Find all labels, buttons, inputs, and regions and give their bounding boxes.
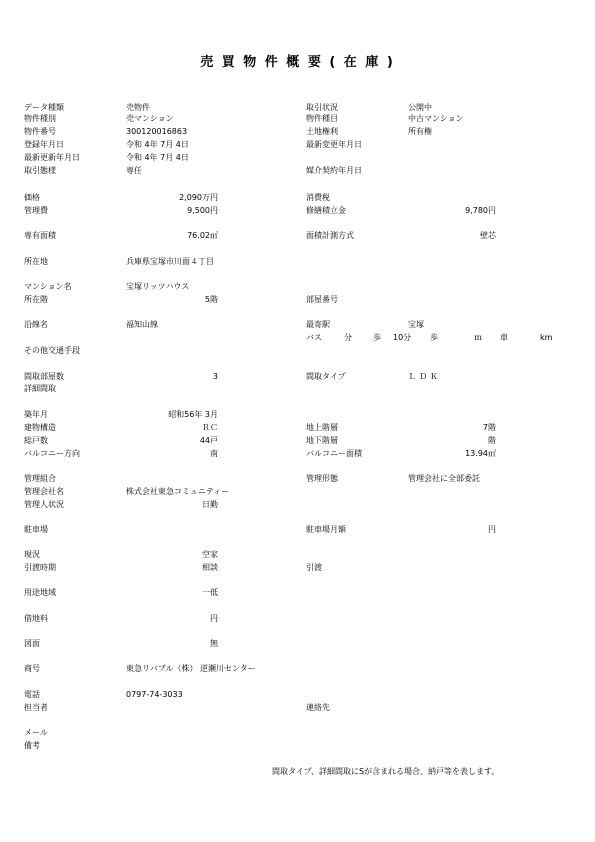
- value-floors-above: 7階: [482, 423, 496, 432]
- label-location: 所在地: [24, 257, 48, 266]
- label-email: メール: [24, 728, 48, 737]
- label-last-update: 最新更新年月日: [24, 153, 80, 162]
- value-repair-reserve: 9,780円: [465, 206, 496, 215]
- value-balcony-area: 13.94㎡: [465, 449, 496, 458]
- label-transaction-mode: 取引態様: [24, 166, 56, 175]
- label-price: 価格: [24, 193, 40, 202]
- label-transaction-status: 取引状況: [306, 103, 338, 112]
- value-management-company: 株式会社東急コミュニティー: [126, 487, 230, 496]
- value-units: 44戸: [199, 436, 218, 445]
- label-brokerage-date: 媒介契約年月日: [306, 166, 362, 175]
- label-parking-fee: 駐車場月額: [306, 525, 346, 534]
- value-company: 東急リバブル（株） 逆瀬川センター: [126, 664, 256, 673]
- value-mansion-name: 宝塚リッツハウス: [126, 282, 190, 291]
- value-location: 兵庫県宝塚市川面４丁目: [126, 257, 214, 266]
- value-zoning: 一低: [202, 588, 218, 597]
- walk-distance-unit: ｍ: [474, 333, 482, 342]
- label-contact: 連絡先: [306, 703, 330, 712]
- label-parking: 駐車場: [24, 525, 48, 534]
- label-property-type: 物件種目: [306, 114, 338, 123]
- value-property-category: 売マンション: [126, 114, 174, 123]
- value-parking-fee: 円: [488, 525, 496, 534]
- label-consumption-tax: 消費税: [306, 193, 330, 202]
- value-area-method: 壁芯: [480, 231, 496, 240]
- value-drawing: 無: [210, 639, 218, 648]
- walk-distance-label: 歩: [430, 333, 438, 342]
- label-management-association: 管理組合: [24, 474, 56, 483]
- label-exclusive-area: 専有面積: [24, 231, 56, 240]
- value-land-rights: 所有権: [408, 127, 432, 136]
- label-zoning: 用途地域: [24, 588, 56, 597]
- value-last-update: 令和 4年 7月 4日: [126, 153, 189, 162]
- label-management-company: 管理会社名: [24, 487, 64, 496]
- value-land-rent: 円: [210, 614, 218, 623]
- car-distance-unit: km: [540, 333, 553, 342]
- label-repair-reserve: 修繕積立金: [306, 206, 346, 215]
- footnote: 間取タイプ、詳細間取にSが含まれる場合、納戸等を表します。: [272, 767, 500, 776]
- label-balcony-area: バルコニー面積: [306, 449, 362, 458]
- value-nearest-station: 宝塚: [408, 320, 424, 329]
- label-units: 総戸数: [24, 436, 48, 445]
- value-status: 空家: [202, 550, 218, 559]
- bus-minutes-unit: 分: [344, 333, 352, 342]
- label-room-count: 間取部屋数: [24, 372, 64, 381]
- value-transaction-mode: 専任: [126, 166, 142, 175]
- label-handover-time: 引渡時期: [24, 563, 56, 572]
- value-floors-below: 階: [488, 436, 496, 445]
- value-manager-status: 日勤: [202, 500, 218, 509]
- label-other-transport: その他交通手段: [24, 346, 80, 355]
- label-status: 現況: [24, 550, 40, 559]
- label-contact-person: 担当者: [24, 703, 48, 712]
- value-price: 2,090万円: [179, 193, 218, 202]
- value-built: 昭和56年 3月: [168, 410, 218, 419]
- value-property-number: 300120016863: [126, 127, 188, 136]
- label-property-category: 物件種別: [24, 114, 56, 123]
- label-built: 築年月: [24, 410, 48, 419]
- value-room-count: 3: [212, 372, 218, 381]
- value-handover-time: 相談: [202, 563, 218, 572]
- value-property-type: 中古マンション: [408, 114, 464, 123]
- label-handover: 引渡: [306, 563, 322, 572]
- value-phone: 0797-74-3033: [126, 690, 183, 699]
- label-room-number: 部屋番号: [306, 295, 338, 304]
- document-title: 売 買 物 件 概 要 ( 在 庫 ): [200, 55, 395, 70]
- label-drawing: 図面: [24, 639, 40, 648]
- label-balcony-direction: バルコニー方向: [24, 449, 80, 458]
- value-management-fee: 9,500円: [187, 206, 218, 215]
- label-remarks: 備考: [24, 741, 40, 750]
- bus-label: バス: [306, 333, 322, 342]
- label-phone: 電話: [24, 690, 40, 699]
- label-area-method: 面積計測方式: [306, 231, 354, 240]
- label-mansion-name: マンション名: [24, 282, 72, 291]
- car-label: 車: [500, 333, 508, 342]
- label-registration-date: 登録年月日: [24, 140, 64, 149]
- value-data-type: 売物件: [126, 103, 150, 112]
- label-manager-status: 管理人状況: [24, 500, 64, 509]
- label-management-fee: 管理費: [24, 206, 48, 215]
- value-structure: ＲＣ: [202, 423, 218, 432]
- label-nearest-station: 最寄駅: [306, 320, 330, 329]
- value-registration-date: 令和 4年 7月 4日: [126, 140, 189, 149]
- value-transaction-status: 公開中: [408, 103, 432, 112]
- walk-label: 歩: [373, 333, 381, 342]
- value-balcony-direction: 南: [210, 449, 218, 458]
- walk-minutes: 10分: [393, 333, 412, 342]
- value-layout-type: ＬＤＫ: [408, 372, 441, 381]
- label-property-number: 物件番号: [24, 127, 56, 136]
- value-management-form: 管理会社に全部委託: [408, 474, 480, 483]
- label-layout-type: 間取タイプ: [306, 372, 346, 381]
- label-land-rights: 土地権利: [306, 127, 338, 136]
- label-last-change: 最新変更年月日: [306, 140, 362, 149]
- label-layout-detail: 詳細間取: [24, 384, 56, 393]
- value-line: 福知山線: [126, 320, 158, 329]
- value-floor: 5階: [204, 295, 218, 304]
- label-company: 商号: [24, 664, 40, 673]
- label-data-type: データ種類: [24, 103, 64, 112]
- label-management-form: 管理形態: [306, 474, 338, 483]
- label-line: 沿線名: [24, 320, 48, 329]
- label-land-rent: 借地料: [24, 614, 48, 623]
- label-floors-above: 地上階層: [306, 423, 338, 432]
- value-exclusive-area: 76.02㎡: [187, 231, 218, 240]
- label-floors-below: 地下階層: [306, 436, 338, 445]
- label-structure: 建物構造: [24, 423, 56, 432]
- label-floor: 所在階: [24, 295, 48, 304]
